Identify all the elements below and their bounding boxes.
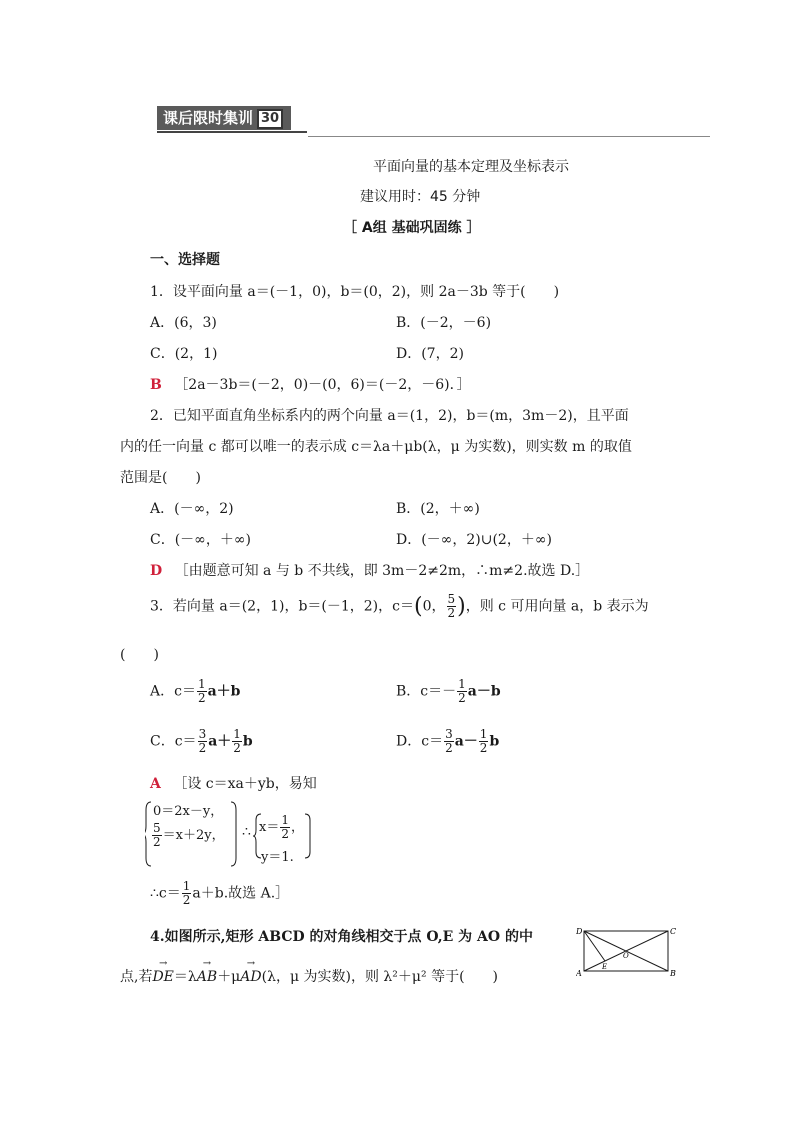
q3-b-num: 1 [458,677,466,691]
q2-stem-line1: 2．已知平面直角坐标系内的两个向量 a＝(1，2)，b＝(m，3m－2)，且平面 [150,408,629,424]
q4-eq: ＝λ [173,969,197,985]
q3-paren-right: ) [457,594,466,619]
q3-sys1-line2 [151,822,225,849]
q3-stem [150,593,649,620]
q3-sys1-num: 5 [153,821,161,835]
q3-sys2-post: ， [290,820,304,835]
q3-option-b [396,678,501,705]
q3-c-den2: 2 [233,741,241,755]
section-heading: 一、选择题 [150,252,220,268]
q3-b-pre: B．c＝－ [396,683,457,700]
q1-stem: 1．设平面向量 a＝(－1，0)，b＝(0，2)，则 2a－3b 等于( ) [150,284,560,300]
q3-option-a [150,678,240,705]
q3-option-d [396,728,499,755]
q3-stem-line2: ( ) [120,647,159,663]
q4-post: (λ，μ 为实数)，则 λ²＋μ² 等于( ) [261,969,499,985]
q3-d-den1: 2 [445,741,453,755]
q3-sys1-post: ＝x＋2y， [162,828,225,843]
q3-d-post: b [489,733,500,750]
q3-c-frac2 [232,728,242,755]
q4-pre: 点,若 [120,969,153,985]
q3-option-c [150,728,253,755]
q2-solution: ［由题意可知 a 与 b 不共线，即 3m－2≠2m，∴m≠2.故选 D.］ [174,563,590,579]
q3-d-mid: a－ [454,733,478,750]
q3-therefore: ∴ [242,824,251,840]
q3-d-den2: 2 [479,741,488,755]
section-banner [157,106,291,130]
q3-conclusion [150,880,289,907]
q2-option-b: B．(2，＋∞) [396,501,480,517]
q3-d-frac1 [444,728,454,755]
q3-d-num2: 1 [479,727,488,741]
label-d: D [576,927,583,936]
q3-conclusion-post: a＋b.故选 A.］ [192,885,290,902]
q2-option-c: C．(－∞，＋∞) [150,532,251,548]
label-o: O [623,952,629,960]
q3-stem-pre: 3．若向量 a＝(2，1)，b＝(－1，2)，c＝ [150,598,414,615]
q3-sys2-line1 [259,814,304,841]
q3-sys1-line1: 0＝2x－y， [153,804,224,819]
q2-option-d: D．(－∞，2)∪(2，＋∞) [396,532,552,548]
q3-a-num: 1 [197,677,206,691]
q3-c-pre: C．c＝ [150,733,197,750]
q4-rectangle-figure [576,925,676,977]
label-a: A [576,969,582,977]
q1-answer: B [150,377,162,393]
q3-a-post: a＋b [207,683,241,700]
q3-conclusion-pre: ∴c＝ [150,885,181,902]
q1-answer-line [150,374,471,394]
q3-a-den: 2 [197,691,206,705]
q4-stem-line1: 4.如图所示,矩形 ABCD 的对角线相交于点 O,E 为 AO 的中 [150,929,533,945]
q3-c-num2: 1 [233,727,241,741]
page-title: 平面向量的基本定理及坐标表示 [373,159,569,175]
q3-solution-intro: ［设 c＝xa＋yb，易知 [173,776,317,792]
q4-vec-ad: → AD [240,969,261,985]
q3-c-mid: a＋ [208,733,232,750]
header-rule [308,136,710,137]
q3-d-pre: D．c＝ [396,733,444,750]
q4-stem-line2 [120,966,498,986]
q3-d-frac2 [479,728,489,755]
q1-option-b: B．(－2，－6) [396,315,492,331]
label-b: B [670,969,676,977]
q3-c-fraction [447,593,457,620]
banner-number: 30 [257,109,283,129]
q1-solution: ［2a－3b＝(－2，0)－(0，6)＝(－2，－6)．］ [174,377,471,393]
q3-sys2-frac [280,814,290,841]
q3-brace-right [231,802,236,866]
q3-a-frac [197,678,207,705]
q4-plus: ＋μ [217,969,241,985]
q3-d-num1: 3 [445,727,453,741]
label-c: C [670,927,676,936]
q3-brace-right2 [305,814,310,858]
q1-option-c: C．(2，1) [150,346,218,362]
q3-sys1-frac [152,822,162,849]
q3-b-post: a－b [467,683,501,700]
q3-b-frac [457,678,467,705]
q3-c-den1: 2 [198,741,207,755]
label-e: E [602,963,608,971]
q3-paren-left: ( [413,594,423,619]
group-label: ［ A组 基础巩固练 ］ [343,220,481,236]
q1-option-a: A．(6，3) [150,315,217,331]
q3-a-pre: A．c＝ [150,683,196,700]
q3-c-numerator: 5 [447,592,456,606]
q3-c-denominator: 2 [447,606,456,620]
q3-conclusion-frac [182,880,192,907]
q3-c-frac1 [198,728,208,755]
q3-sys2-den: 2 [281,827,289,841]
q2-option-a: A．(－∞，2) [150,501,234,517]
q3-c-num1: 3 [198,727,207,741]
q3-stem-post: ，则 c 可用向量 a，b 表示为 [465,598,649,615]
q2-stem-line2: 内的任一向量 c 都可以唯一的表示成 c＝λa＋μb(λ，μ 为实数)，则实数 m 的取值 [120,439,632,455]
q3-answer-line [150,773,317,793]
q3-b-den: 2 [458,691,466,705]
q3-sys2-num: 1 [281,813,289,827]
q3-sys2-line2: y＝1. [261,850,294,865]
q3-sys2-pre: x＝ [259,820,280,835]
suggested-time: 建议用时：45 分钟 [360,189,481,205]
q4-vec-ab: → AB [197,969,217,985]
q3-sys1-den: 2 [153,835,161,849]
q2-stem-line3: 范围是( ) [120,470,201,486]
q2-answer-line [150,560,589,580]
q2-answer: D [150,563,163,579]
banner-text: 课后限时集训 [163,109,254,127]
q3-conclusion-num: 1 [182,879,191,893]
q3-conclusion-den: 2 [182,893,191,907]
q3-c-post: b [242,733,253,750]
q3-answer: A [150,776,161,792]
q4-vec-de: → DE [152,969,173,985]
q1-option-d: D．(7，2) [396,346,464,362]
q3-c-x: 0， [422,598,446,615]
banner-underline [157,131,307,133]
